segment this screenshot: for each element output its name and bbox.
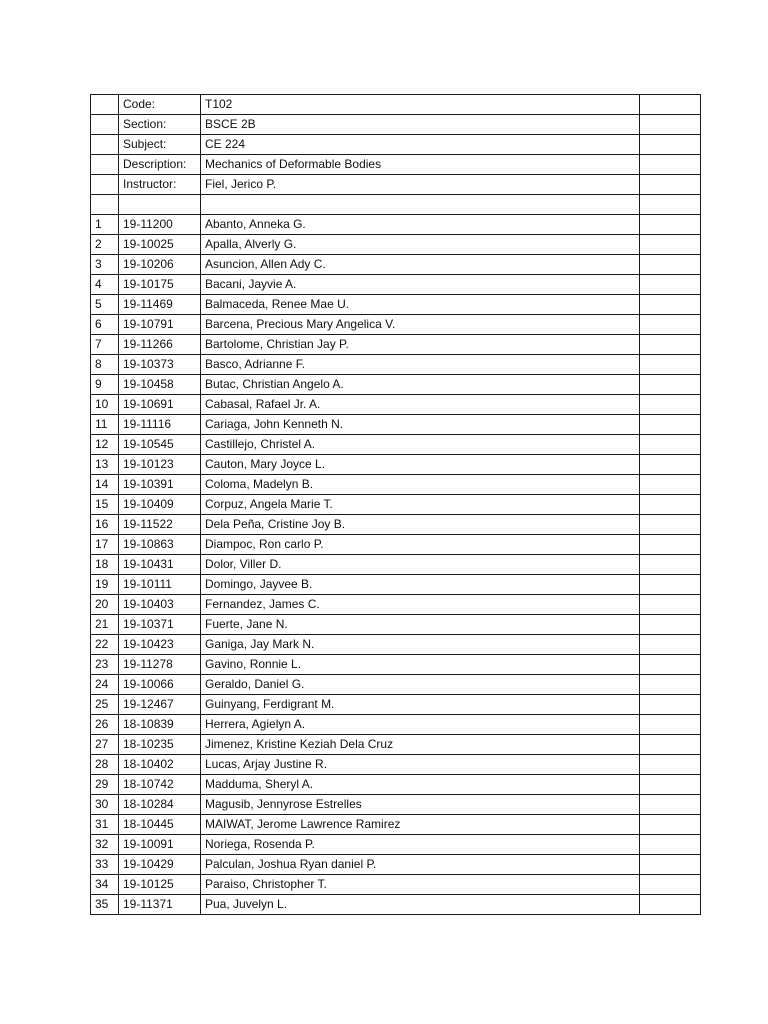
student-row: [91, 375, 701, 395]
student-extra-cell: [640, 275, 701, 295]
student-row: [91, 715, 701, 735]
student-row: [91, 455, 701, 475]
student-name: Jimenez, Kristine Keziah Dela Cruz: [201, 735, 640, 755]
student-row: [91, 795, 701, 815]
student-name: Cariaga, John Kenneth N.: [201, 415, 640, 435]
student-number: 13: [91, 455, 119, 475]
student-number: 18: [91, 555, 119, 575]
student-name: Coloma, Madelyn B.: [201, 475, 640, 495]
student-name: Ganiga, Jay Mark N.: [201, 635, 640, 655]
student-id: 19-11469: [119, 295, 201, 315]
student-extra-cell: [640, 815, 701, 835]
student-id: 19-10091: [119, 835, 201, 855]
student-row: [91, 895, 701, 915]
student-number: 19: [91, 575, 119, 595]
student-name: Fuerte, Jane N.: [201, 615, 640, 635]
student-id: 19-10391: [119, 475, 201, 495]
student-name: Abanto, Anneka G.: [201, 215, 640, 235]
student-row: [91, 875, 701, 895]
student-extra-cell: [640, 475, 701, 495]
student-extra-cell: [640, 775, 701, 795]
student-row: [91, 235, 701, 255]
header-label: Instructor:: [119, 175, 201, 195]
student-extra-cell: [640, 335, 701, 355]
student-extra-cell: [640, 715, 701, 735]
student-name: Dolor, Viller D.: [201, 555, 640, 575]
student-extra-cell: [640, 735, 701, 755]
student-number: 24: [91, 675, 119, 695]
student-name: Barcena, Precious Mary Angelica V.: [201, 315, 640, 335]
student-name: Domingo, Jayvee B.: [201, 575, 640, 595]
student-name: Bartolome, Christian Jay P.: [201, 335, 640, 355]
student-extra-cell: [640, 855, 701, 875]
student-extra-cell: [640, 655, 701, 675]
student-row: [91, 575, 701, 595]
header-blank-cell: [91, 175, 119, 195]
student-id: 19-10458: [119, 375, 201, 395]
student-row: [91, 635, 701, 655]
header-row: [91, 135, 701, 155]
student-row: [91, 495, 701, 515]
student-id: 19-10125: [119, 875, 201, 895]
student-extra-cell: [640, 635, 701, 655]
student-row: [91, 315, 701, 335]
student-id: 19-10545: [119, 435, 201, 455]
student-number: 33: [91, 855, 119, 875]
header-value: Fiel, Jerico P.: [201, 175, 640, 195]
student-number: 25: [91, 695, 119, 715]
student-row: [91, 515, 701, 535]
student-id: 19-10111: [119, 575, 201, 595]
header-blank-cell: [91, 135, 119, 155]
student-row: [91, 755, 701, 775]
student-row: [91, 295, 701, 315]
student-id: 18-10284: [119, 795, 201, 815]
student-name: Bacani, Jayvie A.: [201, 275, 640, 295]
student-number: 6: [91, 315, 119, 335]
student-name: Magusib, Jennyrose Estrelles: [201, 795, 640, 815]
student-id: 19-10373: [119, 355, 201, 375]
student-row: [91, 695, 701, 715]
student-id: 19-11266: [119, 335, 201, 355]
student-id: 19-10025: [119, 235, 201, 255]
student-extra-cell: [640, 795, 701, 815]
spacer-row: [91, 195, 701, 215]
header-extra-cell: [640, 115, 701, 135]
student-id: 19-10791: [119, 315, 201, 335]
student-extra-cell: [640, 255, 701, 275]
header-row: [91, 175, 701, 195]
student-name: Asuncion, Allen Ady C.: [201, 255, 640, 275]
student-extra-cell: [640, 535, 701, 555]
student-number: 1: [91, 215, 119, 235]
header-value: BSCE 2B: [201, 115, 640, 135]
student-row: [91, 655, 701, 675]
student-extra-cell: [640, 515, 701, 535]
student-extra-cell: [640, 695, 701, 715]
roster-body: [91, 95, 701, 915]
spacer-cell: [91, 195, 119, 215]
student-row: [91, 275, 701, 295]
student-number: 14: [91, 475, 119, 495]
student-number: 22: [91, 635, 119, 655]
student-id: 19-10691: [119, 395, 201, 415]
student-extra-cell: [640, 675, 701, 695]
student-number: 29: [91, 775, 119, 795]
student-id: 19-10429: [119, 855, 201, 875]
header-label: Subject:: [119, 135, 201, 155]
student-number: 2: [91, 235, 119, 255]
student-number: 10: [91, 395, 119, 415]
student-id: 19-11200: [119, 215, 201, 235]
student-row: [91, 815, 701, 835]
header-blank-cell: [91, 155, 119, 175]
student-id: 18-10445: [119, 815, 201, 835]
student-number: 16: [91, 515, 119, 535]
student-name: Dela Peña, Cristine Joy B.: [201, 515, 640, 535]
student-row: [91, 475, 701, 495]
student-name: Madduma, Sheryl A.: [201, 775, 640, 795]
class-roster-table: [90, 94, 701, 915]
student-row: [91, 335, 701, 355]
student-name: Fernandez, James C.: [201, 595, 640, 615]
student-extra-cell: [640, 615, 701, 635]
student-id: 19-10409: [119, 495, 201, 515]
student-row: [91, 675, 701, 695]
student-number: 5: [91, 295, 119, 315]
student-row: [91, 535, 701, 555]
student-id: 18-10235: [119, 735, 201, 755]
student-name: Lucas, Arjay Justine R.: [201, 755, 640, 775]
student-extra-cell: [640, 755, 701, 775]
student-name: Diampoc, Ron carlo P.: [201, 535, 640, 555]
student-name: Basco, Adrianne F.: [201, 355, 640, 375]
student-row: [91, 395, 701, 415]
student-number: 4: [91, 275, 119, 295]
student-number: 9: [91, 375, 119, 395]
student-row: [91, 255, 701, 275]
student-id: 19-11371: [119, 895, 201, 915]
student-extra-cell: [640, 575, 701, 595]
student-number: 26: [91, 715, 119, 735]
header-label: Section:: [119, 115, 201, 135]
student-id: 19-11522: [119, 515, 201, 535]
student-number: 8: [91, 355, 119, 375]
student-number: 23: [91, 655, 119, 675]
student-extra-cell: [640, 415, 701, 435]
student-extra-cell: [640, 375, 701, 395]
student-name: Herrera, Agielyn A.: [201, 715, 640, 735]
student-number: 27: [91, 735, 119, 755]
header-row: [91, 95, 701, 115]
student-name: MAIWAT, Jerome Lawrence Ramirez: [201, 815, 640, 835]
header-label: Code:: [119, 95, 201, 115]
student-row: [91, 215, 701, 235]
student-extra-cell: [640, 875, 701, 895]
student-row: [91, 555, 701, 575]
header-extra-cell: [640, 155, 701, 175]
student-extra-cell: [640, 895, 701, 915]
student-number: 32: [91, 835, 119, 855]
student-id: 18-10839: [119, 715, 201, 735]
student-name: Guinyang, Ferdigrant M.: [201, 695, 640, 715]
student-id: 19-10206: [119, 255, 201, 275]
student-row: [91, 615, 701, 635]
student-extra-cell: [640, 295, 701, 315]
student-name: Pua, Juvelyn L.: [201, 895, 640, 915]
student-number: 35: [91, 895, 119, 915]
student-extra-cell: [640, 495, 701, 515]
student-extra-cell: [640, 235, 701, 255]
student-number: 21: [91, 615, 119, 635]
student-name: Paraiso, Christopher T.: [201, 875, 640, 895]
student-id: 19-10403: [119, 595, 201, 615]
student-row: [91, 775, 701, 795]
student-extra-cell: [640, 595, 701, 615]
student-extra-cell: [640, 315, 701, 335]
header-value: Mechanics of Deformable Bodies: [201, 155, 640, 175]
student-number: 12: [91, 435, 119, 455]
header-blank-cell: [91, 115, 119, 135]
student-row: [91, 435, 701, 455]
student-id: 18-10402: [119, 755, 201, 775]
student-id: 19-10371: [119, 615, 201, 635]
student-name: Geraldo, Daniel G.: [201, 675, 640, 695]
student-name: Cauton, Mary Joyce L.: [201, 455, 640, 475]
student-name: Balmaceda, Renee Mae U.: [201, 295, 640, 315]
student-extra-cell: [640, 215, 701, 235]
student-id: 19-11116: [119, 415, 201, 435]
student-id: 19-10431: [119, 555, 201, 575]
header-row: [91, 155, 701, 175]
student-name: Gavino, Ronnie L.: [201, 655, 640, 675]
student-number: 20: [91, 595, 119, 615]
student-row: [91, 855, 701, 875]
student-number: 3: [91, 255, 119, 275]
student-extra-cell: [640, 435, 701, 455]
student-id: 18-10742: [119, 775, 201, 795]
student-row: [91, 355, 701, 375]
header-blank-cell: [91, 95, 119, 115]
header-extra-cell: [640, 175, 701, 195]
header-row: [91, 115, 701, 135]
student-number: 15: [91, 495, 119, 515]
header-value: T102: [201, 95, 640, 115]
student-number: 34: [91, 875, 119, 895]
student-row: [91, 735, 701, 755]
student-id: 19-10863: [119, 535, 201, 555]
header-extra-cell: [640, 135, 701, 155]
student-number: 30: [91, 795, 119, 815]
student-extra-cell: [640, 455, 701, 475]
student-id: 19-10066: [119, 675, 201, 695]
student-number: 28: [91, 755, 119, 775]
student-row: [91, 595, 701, 615]
student-extra-cell: [640, 555, 701, 575]
student-id: 19-10423: [119, 635, 201, 655]
student-name: Palculan, Joshua Ryan daniel P.: [201, 855, 640, 875]
spacer-cell: [201, 195, 640, 215]
student-id: 19-10175: [119, 275, 201, 295]
header-value: CE 224: [201, 135, 640, 155]
student-name: Castillejo, Christel A.: [201, 435, 640, 455]
student-id: 19-11278: [119, 655, 201, 675]
student-name: Apalla, Alverly G.: [201, 235, 640, 255]
student-row: [91, 415, 701, 435]
header-label: Description:: [119, 155, 201, 175]
spacer-cell: [119, 195, 201, 215]
header-extra-cell: [640, 95, 701, 115]
spacer-cell: [640, 195, 701, 215]
student-number: 31: [91, 815, 119, 835]
student-name: Cabasal, Rafael Jr. A.: [201, 395, 640, 415]
student-row: [91, 835, 701, 855]
student-extra-cell: [640, 835, 701, 855]
student-number: 7: [91, 335, 119, 355]
student-id: 19-10123: [119, 455, 201, 475]
student-name: Noriega, Rosenda P.: [201, 835, 640, 855]
student-extra-cell: [640, 395, 701, 415]
student-number: 17: [91, 535, 119, 555]
student-id: 19-12467: [119, 695, 201, 715]
student-number: 11: [91, 415, 119, 435]
student-name: Butac, Christian Angelo A.: [201, 375, 640, 395]
student-name: Corpuz, Angela Marie T.: [201, 495, 640, 515]
student-extra-cell: [640, 355, 701, 375]
